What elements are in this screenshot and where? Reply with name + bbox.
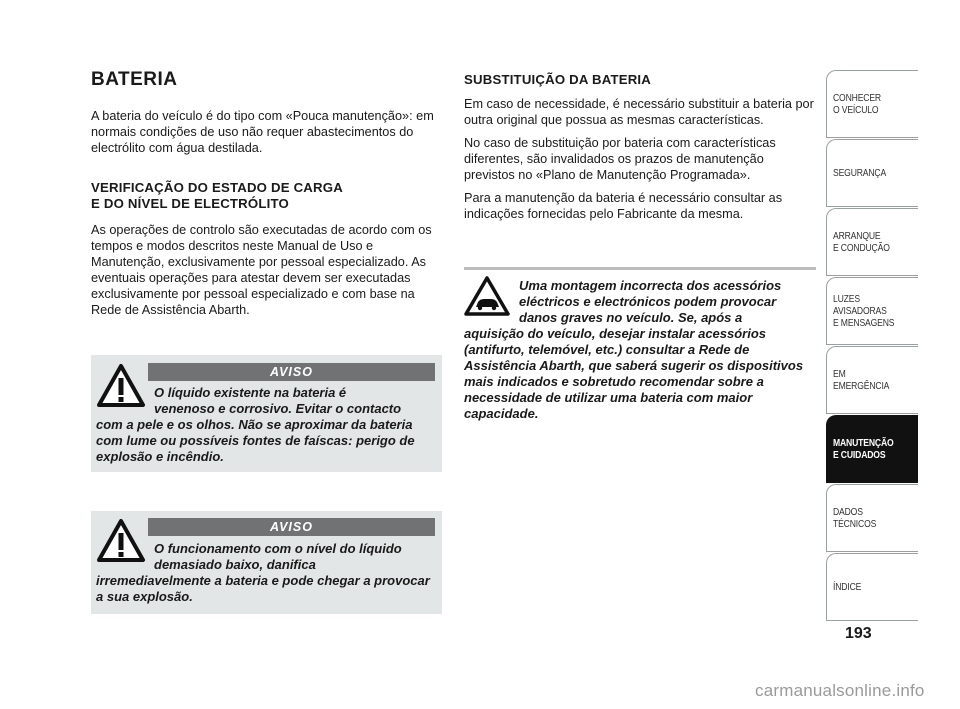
note-divider (464, 267, 816, 270)
warning-box-1 (91, 355, 442, 472)
warning-text-1: O líquido existente na bateria é venenoso e corrosivo. Evitar o contacto com a pele e os olhos. Não se aproximar da bateria com lume ou possíveis fontes de faíscas: perigo de explosão e incêndio. (96, 385, 415, 464)
page-number: 193 (845, 625, 872, 642)
section-title: BATERIA (91, 69, 178, 90)
tab-indice[interactable]: ÍNDICE (826, 553, 918, 621)
replacement-title: SUBSTITUIÇÃO DA BATERIA (464, 72, 652, 87)
tab-luzes-avisadoras[interactable]: LUZES AVISADORAS E MENSAGENS (826, 277, 918, 345)
tab-dados-tecnicos[interactable]: DADOS TÉCNICOS (826, 484, 918, 552)
aviso-label: AVISO (148, 363, 435, 381)
aviso-label: AVISO (148, 518, 435, 536)
paragraph: Para a manutenção da bateria é necessário consultar as indicações fornecidas pelo Fabricante da mesma. (464, 191, 783, 221)
subsection-body: As operações de controlo são executadas de acordo com os tempos e modos descritos neste Manual de Uso e Manutenção, exclusivamente por pessoal especializado. As eventuais operações para atestar devem ser executadas exclusivamente por pessoal especializado e com base na Rede de Assistência Abarth. (91, 223, 432, 317)
paragraph: Em caso de necessidade, é necessário substituir a bateria por outra original que possua as mesmas características. (464, 97, 814, 127)
note-text: Uma montagem incorrecta dos acessórios eléctricos e electrónicos podem provocar danos graves no veículo. Se, após a aquisição do veículo, desejar instalar acessórios (antifurto, telemóvel, etc.) consultar a Rede de Assistência Abarth, que saberá sugerir os dispositivos mais indicados e sobretudo recomendar sobre a necessidade de utilizar uma bateria com maior capacidade. (464, 278, 804, 421)
warning-text-2: O funcionamento com o nível do líquido demasiado baixo, danifica irremediavelmente a bateria e pode chegar a provocar a sua explosão. (96, 541, 430, 604)
replacement-body (464, 96, 816, 222)
watermark: carmanualsonline.info (755, 681, 925, 700)
subsection-title: VERIFICAÇÃO DO ESTADO DE CARGA E DO NÍVEL DE ELECTRÓLITO (91, 180, 343, 211)
tab-conhecer-o-veiculo[interactable]: CONHECER O VEÍCULO (826, 70, 918, 138)
warning-box-2 (91, 511, 442, 614)
tab-em-emergencia[interactable]: EM EMERGÊNCIA (826, 346, 918, 414)
intro-paragraph: A bateria do veículo é do tipo com «Pouca manutenção»: em normais condições de uso não requer abastecimentos do electrólito com água destilada. (91, 109, 434, 155)
tab-manutencao-e-cuidados[interactable]: MANUTENÇÃO E CUIDADOS (826, 415, 918, 483)
tab-arranque-e-conducao[interactable]: ARRANQUE E CONDUÇÃO (826, 208, 918, 276)
tab-seguranca[interactable]: SEGURANÇA (826, 139, 918, 207)
paragraph: No caso de substituição por bateria com características diferentes, são invalidados os prazos de manutenção previstos no «Plano de Manutenção Programada». (464, 136, 776, 182)
